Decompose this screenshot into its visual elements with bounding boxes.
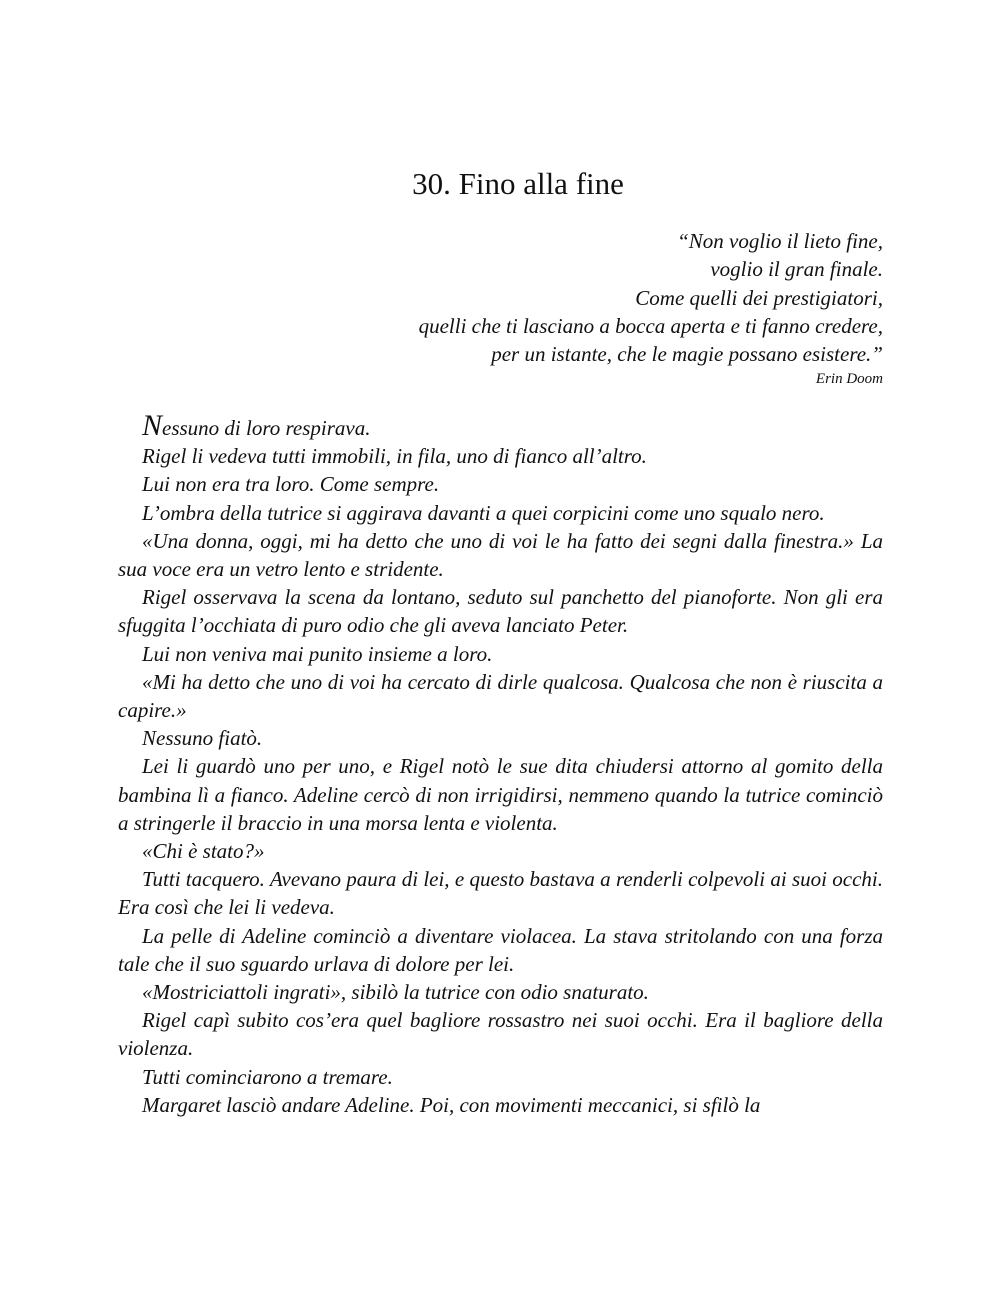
epigraph [118, 227, 883, 390]
paragraph [118, 409, 883, 442]
paragraph: «Mi ha detto che uno di voi ha cercato di dirle qualcosa. Qualcosa che non è riuscita a capire.» [118, 669, 883, 723]
paragraph: Rigel capì subito cos’era quel bagliore rossastro nei suoi occhi. Era il bagliore della violenza. [118, 1008, 883, 1061]
epigraph-line: Come quelli dei prestigiatori, [635, 285, 883, 310]
paragraph: «Mostriciattoli ingrati», sibilò la tutrice con odio snaturato. [142, 980, 649, 1005]
chapter-body [118, 409, 883, 1119]
paragraph: Tutti cominciarono a tremare. [142, 1064, 393, 1089]
epigraph-line: voglio il gran finale. [710, 257, 883, 282]
epigraph-line: “Non voglio il lieto fine, [677, 229, 883, 253]
epigraph-line: quelli che ti lasciano a bocca aperta e ti fanno credere, [418, 313, 883, 338]
paragraph: «Una donna, oggi, mi ha detto che uno di voi le ha fatto dei segni dalla finestra.» La sua voce era un vetro lento e stridente. [118, 528, 883, 582]
paragraph: Rigel li vedeva tutti immobili, in fila, uno di fianco all’altro. [142, 444, 647, 469]
drop-cap: N [142, 409, 163, 442]
paragraph: La pelle di Adeline cominciò a diventare violacea. La stava stritolando con una forza tale che il suo sguardo urlava di dolore per lei. [118, 923, 883, 976]
paragraph: Rigel osservava la scena da lontano, seduto sul panchetto del pianoforte. Non gli era sfuggita l’occhiata di puro odio che gli aveva lanciato Peter. [118, 585, 883, 638]
paragraph: Nessuno fiatò. [142, 726, 263, 751]
paragraph: Lei li guardò uno per uno, e Rigel notò le sue dita chiudersi attorno al gomito della bambina lì a fianco. Adeline cercò di non irrigidirsi, nemmeno quando la tutrice cominciò a stringerle il braccio in una morsa lenta e violenta. [118, 754, 883, 835]
paragraph-text: essuno di loro respirava. [162, 416, 371, 440]
paragraph: «Chi è stato?» [142, 839, 265, 864]
paragraph: Margaret lasciò andare Adeline. Poi, con movimenti meccanici, si sfilò la [142, 1092, 761, 1117]
paragraph: Lui non era tra loro. Come sempre. [142, 472, 440, 497]
paragraph: L’ombra della tutrice si aggirava davanti a quei corpicini come uno squalo nero. [142, 500, 825, 525]
paragraph: Tutti tacquero. Avevano paura di lei, e questo bastava a renderli colpevoli ai suoi occhi. Era così che lei li vedeva. [118, 867, 883, 920]
epigraph-author: Erin Doom [815, 371, 883, 388]
paragraph: Lui non veniva mai punito insieme a loro. [142, 641, 493, 666]
chapter-title: 30. Fino alla fine [412, 166, 624, 201]
epigraph-line: per un istante, che le magie possano esistere.” [491, 342, 883, 367]
